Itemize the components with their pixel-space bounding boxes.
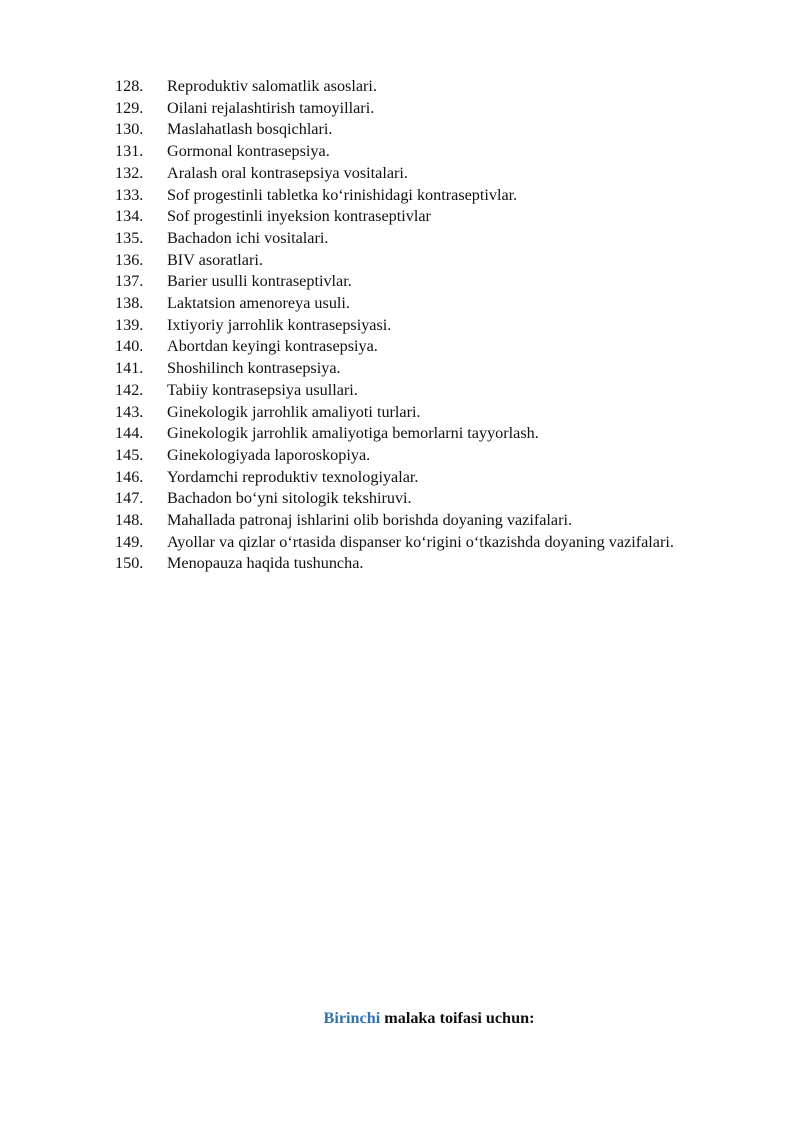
list-item: [115, 336, 743, 358]
item-number: 144.: [115, 424, 144, 443]
list-item: [115, 76, 743, 98]
item-number: 142.: [115, 380, 144, 399]
item-text: Oilani rejalashtirish tamoyillari.: [167, 98, 375, 117]
list-item: [115, 163, 743, 185]
item-text: Gormonal kontrasepsiya.: [167, 142, 330, 161]
list-item: [115, 380, 743, 402]
list-item: [115, 206, 743, 228]
item-number: 143.: [115, 402, 144, 421]
list-item: [115, 402, 743, 424]
list-item: [115, 358, 743, 380]
item-text: Ginekologik jarrohlik amaliyotiga bemorlarni tayyorlash.: [167, 424, 539, 443]
item-number: 132.: [115, 163, 144, 182]
list-item: [115, 445, 743, 467]
item-text: Sof progestinli inyeksion kontraseptivlar: [167, 207, 431, 226]
list-item: [115, 488, 743, 510]
item-number: 137.: [115, 272, 144, 291]
list-item: [115, 532, 743, 554]
item-number: 141.: [115, 359, 144, 378]
item-text: Ginekologiyada laporoskopiya.: [167, 445, 371, 464]
item-number: 148.: [115, 511, 144, 530]
section-heading: [0, 1008, 800, 1029]
list-item: [115, 271, 743, 293]
item-number: 128.: [115, 77, 144, 95]
item-number: 136.: [115, 250, 144, 269]
item-number: 145.: [115, 445, 144, 464]
item-text: Maslahatlash bosqichlari.: [167, 120, 333, 139]
list-item: [115, 185, 743, 207]
item-text: Tabiiy kontrasepsiya usullari.: [167, 380, 358, 399]
item-text: Abortdan keyingi kontrasepsiya.: [167, 337, 378, 356]
item-text: Bachadon ichi vositalari.: [167, 228, 329, 247]
list-item: [115, 315, 743, 337]
section-heading-text: malaka toifasi uchun:: [380, 1009, 535, 1027]
item-text: BIV asoratlari.: [167, 250, 263, 269]
item-text: Reproduktiv salomatlik asoslari.: [167, 77, 377, 95]
section-heading-accent-word: Birinchi: [323, 1009, 381, 1027]
list-item: [115, 250, 743, 272]
item-number: 129.: [115, 98, 144, 117]
item-number: 150.: [115, 554, 144, 573]
list-item: [115, 293, 743, 315]
item-number: 140.: [115, 337, 144, 356]
list-item: [115, 141, 743, 163]
item-number: 131.: [115, 142, 144, 161]
item-number: 149.: [115, 532, 144, 551]
item-text: Ixtiyoriy jarrohlik kontrasepsiyasi.: [167, 315, 392, 334]
list-item: [115, 467, 743, 489]
item-text: Aralash oral kontrasepsiya vositalari.: [167, 163, 408, 182]
list-item: [115, 119, 743, 141]
item-text: Ginekologik jarrohlik amaliyoti turlari.: [167, 402, 421, 421]
item-number: 133.: [115, 185, 144, 204]
list-item: [115, 228, 743, 250]
item-text: Menopauza haqida tushuncha.: [167, 554, 364, 573]
item-number: 138.: [115, 294, 144, 313]
item-text: Shoshilinch kontrasepsiya.: [167, 359, 341, 378]
list-item: [115, 553, 743, 575]
item-text: Bachadon boʻyni sitologik tekshiruvi.: [167, 489, 412, 508]
list-item: [115, 98, 743, 120]
item-text: Ayollar va qizlar oʻrtasida dispanser koʻrigini oʻtkazishda doyaning vazifalari.: [167, 532, 674, 551]
item-number: 146.: [115, 467, 144, 486]
item-number: 147.: [115, 489, 144, 508]
item-number: 135.: [115, 228, 144, 247]
item-number: 134.: [115, 207, 144, 226]
item-text: Laktatsion amenoreya usuli.: [167, 294, 350, 313]
numbered-topic-list: [115, 76, 743, 575]
item-number: 139.: [115, 315, 144, 334]
item-text: Yordamchi reproduktiv texnologiyalar.: [167, 467, 419, 486]
item-text: Barier usulli kontraseptivlar.: [167, 272, 352, 291]
list-item: [115, 510, 743, 532]
item-number: 130.: [115, 120, 144, 139]
list-item: [115, 423, 743, 445]
item-text: Sof progestinli tabletka koʻrinishidagi kontraseptivlar.: [167, 185, 518, 204]
item-text: Mahallada patronaj ishlarini olib borishda doyaning vazifalari.: [167, 511, 573, 530]
